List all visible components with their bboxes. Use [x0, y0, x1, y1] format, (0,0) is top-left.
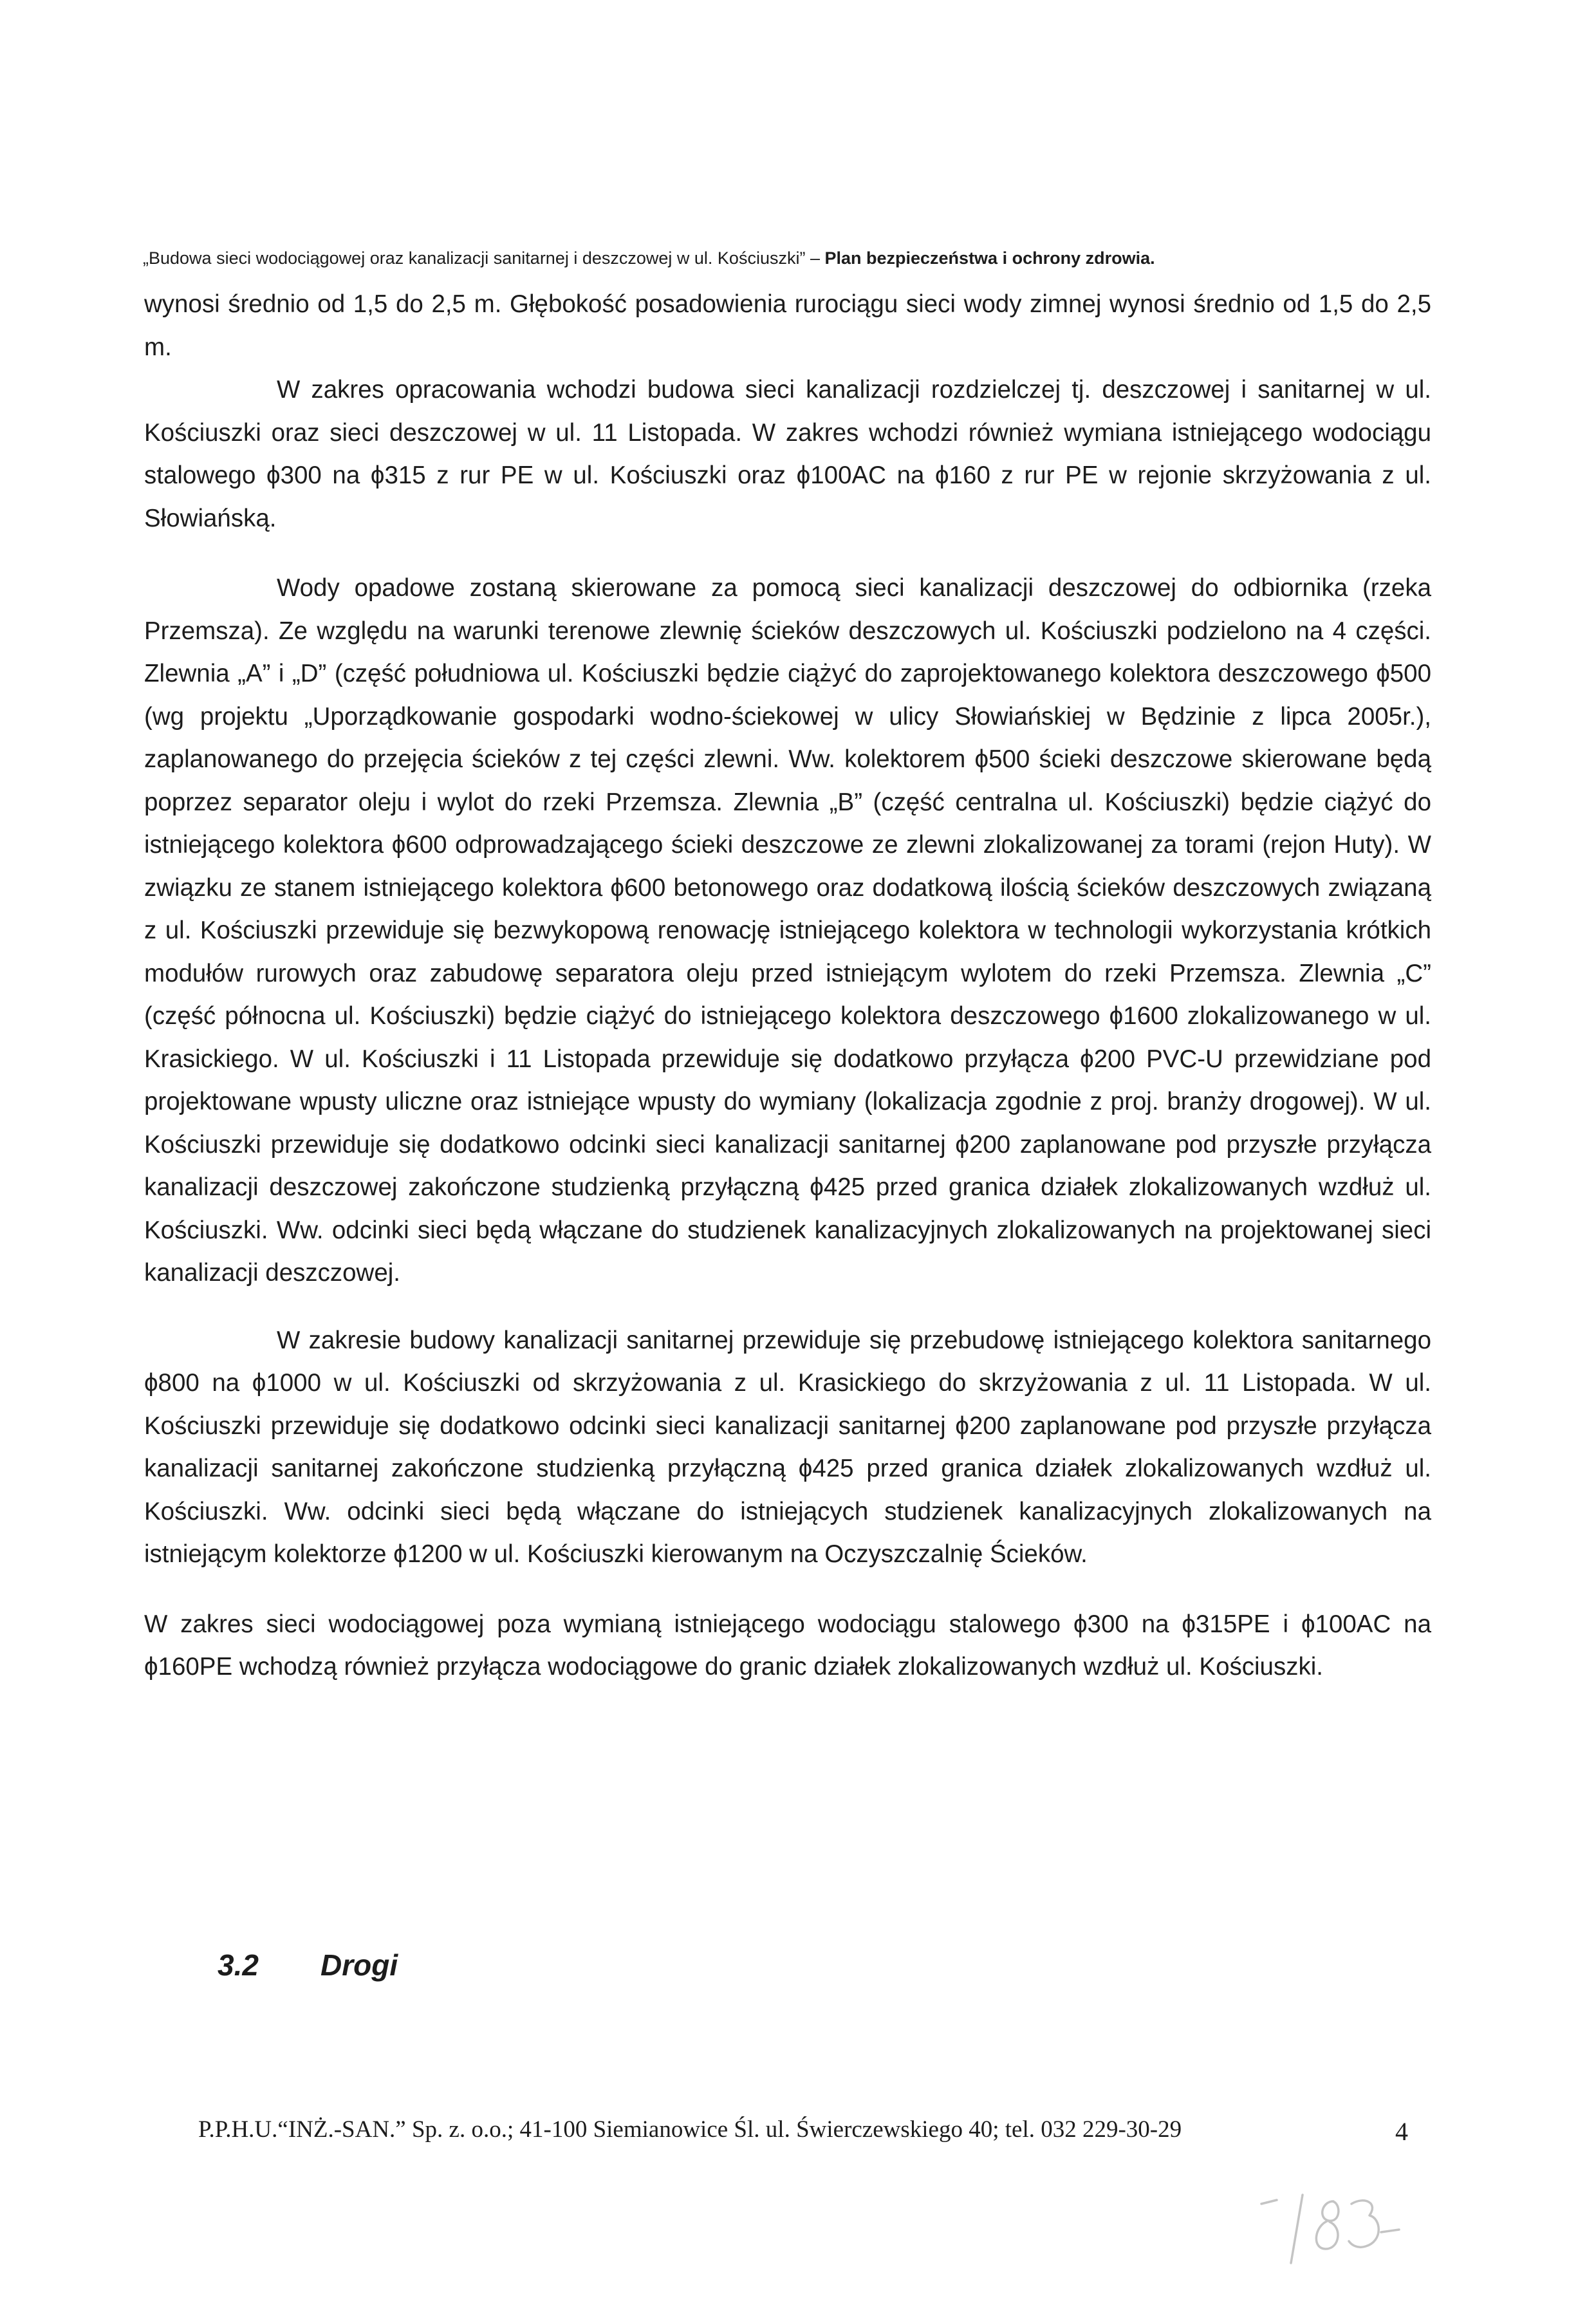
handwritten-page-mark — [1255, 2187, 1409, 2277]
section-heading — [218, 1948, 398, 1982]
paragraph-1: wynosi średnio od 1,5 do 2,5 m. Głębokość posadowienia rurociągu sieci wody zimnej wynosi średnio od 1,5 do 2,5 m. — [144, 290, 1431, 361]
section-title: Drogi — [320, 1948, 398, 1982]
footer-address: P.P.H.U.“INŻ.-SAN.” Sp. z. o.o.; 41-100 Siemianowice Śl. ul. Świerczewskiego 40; tel. 032 229-30-29 — [198, 2116, 1182, 2143]
page-number: 4 — [1395, 2117, 1408, 2146]
paragraph-5: W zakres sieci wodociągowej poza wymianą istniejącego wodociągu stalowego ϕ300 na ϕ315PE i ϕ100AC na ϕ160PE wchodzą również przyłącza wodociągowe do granic działek zlokalizowanych wzdłuż ul. Kościuszki. — [144, 1610, 1431, 1681]
running-header — [143, 248, 1456, 268]
running-header-title: „Budowa sieci wodociągowej oraz kanalizacji sanitarnej i deszczowej w ul. Kościuszki” – — [143, 248, 825, 268]
running-header-subtitle: Plan bezpieczeństwa i ochrony zdrowia. — [824, 248, 1155, 268]
paragraph-2: W zakres opracowania wchodzi budowa sieci kanalizacji rozdzielczej tj. deszczowej i sanitarnej w ul. Kościuszki oraz sieci deszczowej w ul. 11 Listopada. W zakres wchodzi również wymiana istniejącego wodociągu stalowego ϕ300 na ϕ315 z rur PE w ul. Kościuszki oraz ϕ100AC na ϕ160 z rur PE w rejonie skrzyżowania z ul. Słowiańską. — [144, 376, 1431, 532]
paragraph-4: W zakresie budowy kanalizacji sanitarnej przewiduje się przebudowę istniejącego kolektora sanitarnego ϕ800 na ϕ1000 w ul. Kościuszki od skrzyżowania z ul. Krasickiego do skrzyżowania z ul. 11 Listopada. W ul. Kościuszki przewiduje się dodatkowo odcinki sieci kanalizacji sanitarnej ϕ200 zaplanowane pod przyszłe przyłącza kanalizacji sanitarnej zakończone studzienką przyłączną ϕ425 przed granica działek zlokalizowanych wzdłuż ul. Kościuszki. Ww. odcinki sieci będą włączane do istniejących studzienek kanalizacyjnych zlokalizowanych na istniejącym kolektorze ϕ1200 w ul. Kościuszki kierowanym na Oczyszczalnię Ścieków. — [144, 1326, 1431, 1568]
body-text — [144, 283, 1431, 1689]
section-number: 3.2 — [218, 1948, 259, 1982]
paragraph-3: Wody opadowe zostaną skierowane za pomocą sieci kanalizacji deszczowej do odbiornika (rzeka Przemsza). Ze względu na warunki terenowe zlewnię ścieków deszczowych ul. Kościuszki podzielono na 4 części. Zlewnia „A” i „D” (część południowa ul. Kościuszki będzie ciążyć do zaprojektowanego kolektora deszczowego ϕ500 (wg projektu „Uporządkowanie gospodarki wodno-ściekowej w ulicy Słowiańskiej w Będzinie z lipca 2005r.), zaplanowanego do przejęcia ścieków z tej części zlewni. Ww. kolektorem ϕ500 ścieki deszczowe skierowane będą poprzez separator oleju i wylot do rzeki Przemsza. Zlewnia „B” (część centralna ul. Kościuszki) będzie ciążyć do istniejącego kolektora ϕ600 odprowadzającego ścieki deszczowe ze zlewni zlokalizowanej za torami (rejon Huty). W związku ze stanem istniejącego kolektora ϕ600 betonowego oraz dodatkową ilością ścieków deszczowych związaną z ul. Kościuszki przewiduje się bezwykopową renowację istniejącego kolektora w technologii wykorzystania krótkich modułów rurowych oraz zabudowę separatora oleju przed istniejącym wylotem do rzeki Przemsza. Zlewnia „C” (część północna ul. Kościuszki) będzie ciążyć do istniejącego kolektora deszczowego ϕ1600 zlokalizowanego w ul. Krasickiego. W ul. Kościuszki i 11 Listopada przewiduje się dodatkowo przyłącza ϕ200 PVC-U przewidziane pod projektowane wpusty uliczne oraz istniejące wpusty do wymiany (lokalizacja zgodnie z proj. branży drogowej). W ul. Kościuszki przewiduje się dodatkowo odcinki sieci kanalizacji sanitarnej ϕ200 zaplanowane pod przyszłe przyłącza kanalizacji deszczowej zakończone studzienką przyłączną ϕ425 przed granica działek zlokalizowanych wzdłuż ul. Kościuszki. Ww. odcinki sieci będą włączane do studzienek kanalizacyjnych zlokalizowanych na projektowanej sieci kanalizacji deszczowej. — [144, 574, 1431, 1287]
